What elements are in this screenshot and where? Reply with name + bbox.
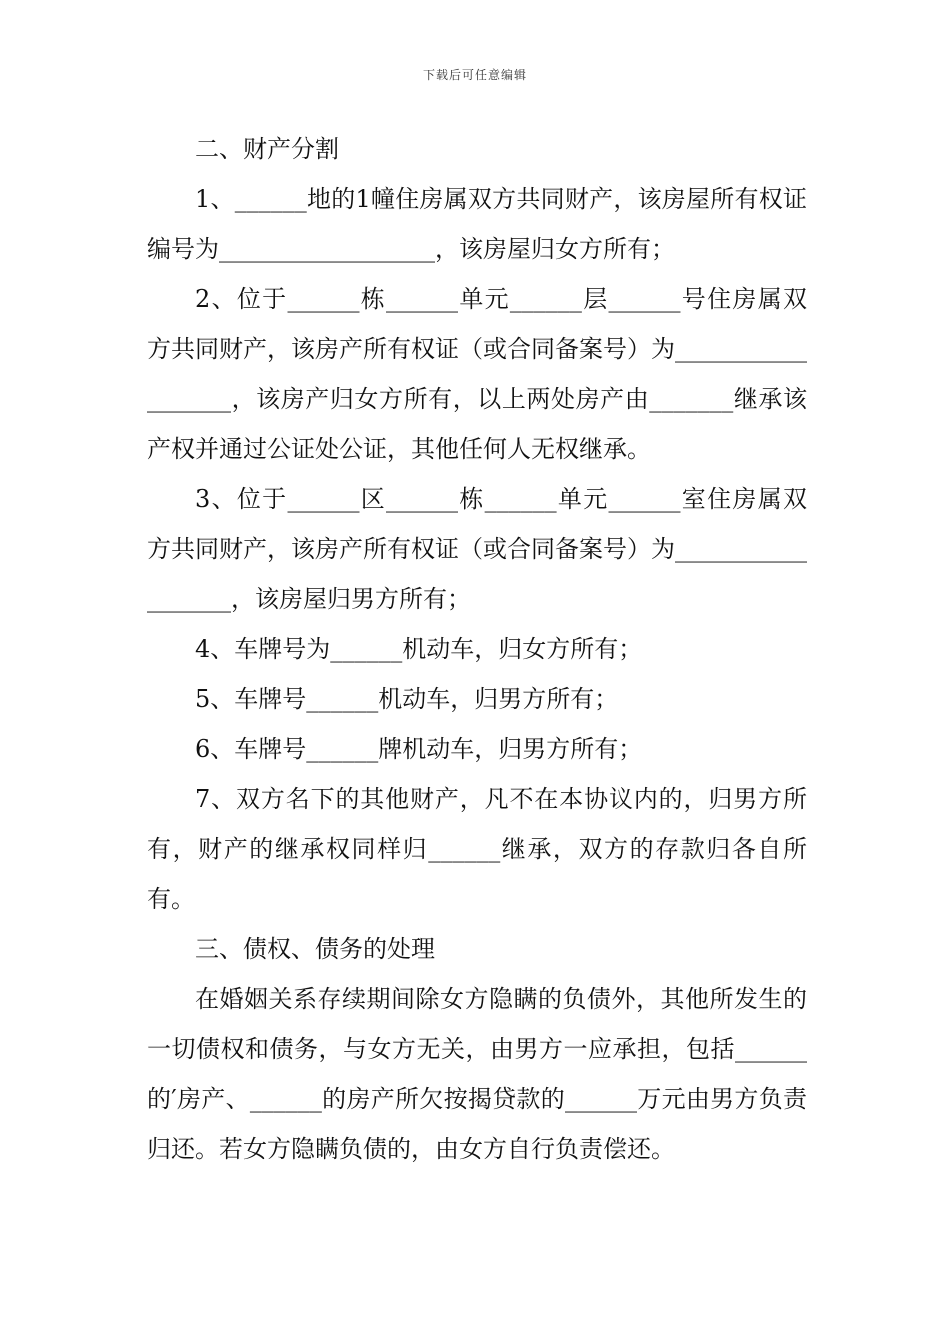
clause-2-house-female: 2、位于______栋______单元______层______号住房属双方共同财产，该房产所有权证（或合同备案号）为__________________，该房产归女方所有，以上两处房产由_______继承该产权并通过公证处公证，其他任何人无权继承。	[147, 285, 807, 463]
clause-1-land-house: 1、______地的1幢住房属双方共同财产，该房屋所有权证编号为__________________，该房屋归女方所有；	[147, 185, 807, 263]
clause-6-vehicle-male: 6、车牌号______牌机动车，归男方所有；	[195, 735, 643, 763]
page-header-note: 下载后可任意编辑	[422, 68, 527, 82]
clause-4-vehicle-female: 4、车牌号为______机动车，归女方所有；	[195, 635, 643, 663]
debts-clause-text: 在婚姻关系存续期间除女方隐瞒的负债外，其他所发生的一切债权和债务，与女方无关，由男方一应承担，包括______的′房产、______的房产所欠按揭贷款的______万元由男方负责归还。若女方隐瞒负债的，由女方自行负责偿还。	[147, 985, 807, 1163]
section-heading-debts: 三、债权、债务的处理	[195, 935, 435, 963]
section-heading-property-division: 二、财产分割	[195, 135, 339, 163]
clause-3-house-male: 3、位于______区______栋______单元______室住房属双方共同财产，该房产所有权证（或合同备案号）为__________________，该房屋归男方所有；	[147, 485, 807, 613]
clause-7-other-property: 7、双方名下的其他财产，凡不在本协议内的，归男方所有，财产的继承权同样归______继承，双方的存款归各自所有。	[147, 785, 807, 913]
document-body	[147, 124, 807, 1174]
clause-5-vehicle-male: 5、车牌号______机动车，归男方所有；	[195, 685, 619, 713]
